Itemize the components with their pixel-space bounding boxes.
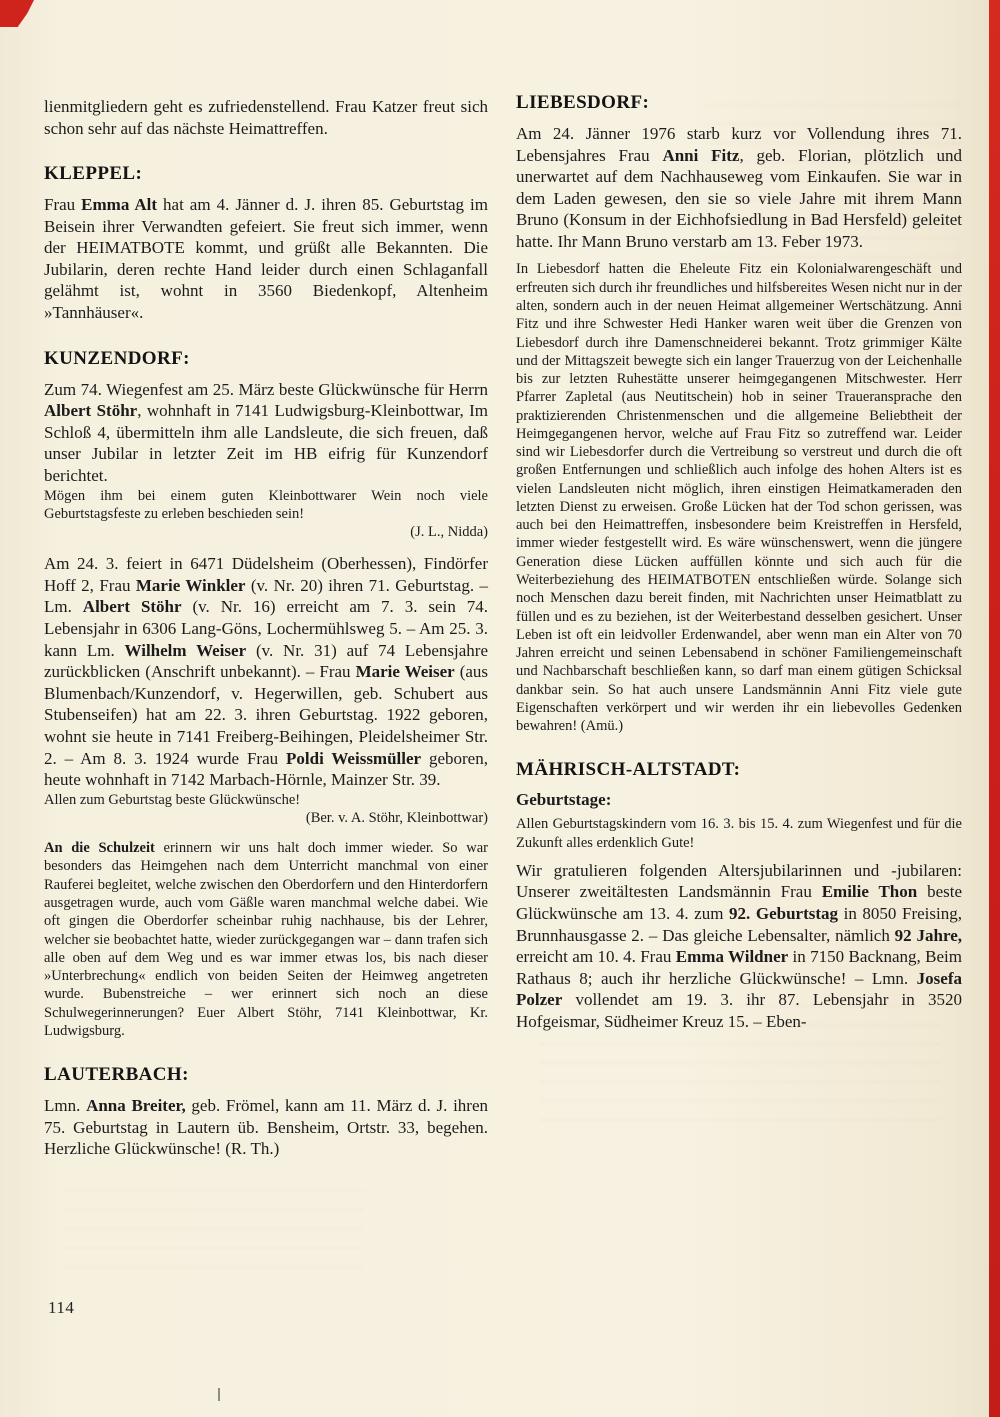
text-run: Am 24. 3. feiert in 6471 Düdelsheim (Oberhessen), Findörfer Hoff 2, Frau (44, 554, 488, 595)
liebesdorf-paragraph-1 (516, 123, 962, 252)
section-heading-liebesdorf: LIEBESDORF: (516, 92, 650, 113)
text-run: geboren, heute wohnhaft in 7142 Marbach-Hörnle, Mainzer Str. 39. (44, 748, 488, 790)
section-heading-lauterbach: LAUTERBACH: (44, 1064, 189, 1086)
emphasized-text: Poldi Weissmüller (286, 748, 422, 768)
kleppel-paragraph (44, 194, 488, 323)
text-run: erreicht am 10. 4. Frau (516, 947, 676, 967)
text-run: Frau (44, 195, 82, 215)
emphasized-text: Wilhelm Weiser (124, 640, 247, 660)
scan-edge-artifact-top-left (0, 0, 34, 27)
text-run: in 7150 Backnang, Beim Rathaus 8; auch ihr herzliche Glückwünsche! – Lmn. (516, 947, 963, 988)
emphasized-text: Anni Fitz (662, 145, 740, 165)
emphasized-text: Marie Weiser (355, 662, 455, 682)
emphasized-text: Emma Alt (81, 195, 158, 215)
emphasized-text: Josefa Polzer (516, 968, 962, 1010)
scan-edge-artifact-right (989, 0, 1000, 1417)
text-run: (aus Blumenbach/Kunzendorf, v. Hegerwillen, geb. Schubert aus Stubenseifen) hat am 22. 3. ihren Geburtstag. 1922 geboren, wohnt sie heute in 7141 Freiberg-Beihingen, Pleidelsheimer Str. 2. – Am 8. 3. 1924 wurde Frau (44, 662, 489, 768)
text-run: Lmn. (44, 1096, 87, 1116)
emphasized-text: 92 Jahre, (894, 925, 962, 945)
text-run: (v. Nr. 16) erreicht am 7. 3. sein 74. Lebensjahr in 6306 Lang-Göns, Lochermühlsweg 5. – Am 25. 3. kann Lm. (44, 597, 489, 660)
emphasized-text: Emma Wildner (675, 947, 789, 967)
liebesdorf-paragraph-2: In Liebesdorf hatten die Eheleute Fitz ein Kolonialwarengeschäft und erfreuten sich durch ihr freundliches und hilfsbereites Wesen nicht nur in der alten, sondern auch in der neuen Heimat allgemeiner Wertschätzung. Anni Fitz und ihre Schwester Hedi Hanker waren weit über die Grenzen von Liebesdorf durch ihre Damenschneiderei bekannt. Trotz grimmiger Kälte und der Mittagszeit bewegte sich ein langer Trauerzug von der Leichenhalle bis zur letzten Ruhestätte unserer heimgegangenen Mitschwester. Herr Pfarrer Zapletal (aus Neutitschein) hob in seiner Traueransprache den praktizierenden Christenmenschen und die allgemeine Beliebtheit der Heimgegangenen hervor, welche auf Frau Fitz so zutreffend war. Leider sind wir Liebesdorfer durch die Vertreibung so verstreut und durch die oft großen Entfernungen und schließlich auch infolge des hohen Alters ist es vielen Landsleuten nicht möglich, ihren einstigen Heimatkameraden den letzten Dienst zu erweisen. Große Lücken hat der Tod schon gerissen, was auch bei den Heimattreffen, insbesondere beim Kreistreffen in Hersfeld, immer wieder festgestellt wird. Es wäre wünschenswert, wenn die jüngere Generation diese Lücken auffüllen könnte und sich auch für die Weiterbeziehung des HEIMATBOTEN entschließen würde. Solange sich noch Menschen dazu bereit finden, mit Nachrichten unser Heimatblatt zu füllen und es zu beziehen, ist der Weiterbestand desselben gesichert. Unser Leben ist oft ein leidvoller Erdenwandel, aber wenn man ein Alter von 70 Jahren erreicht und seinen Lebensabend in schöner Familiengemeinschaft und Nachbarschaft beschließen kann, so darf man einem gütigen Schicksal dankbar sein. So hat auch unsere Landsmännin Anni Fitz viele gute Eigenschaften verkörpert und wir werden ihr ein liebevolles Gedenken bewahren! (Amü.) (516, 261, 962, 735)
text-run: Zum 74. Wiegenfest am 25. März beste Glückwünsche für Herrn (44, 379, 488, 399)
emphasized-text: Emilie Thon (821, 882, 918, 902)
page-number: 114 (48, 1298, 75, 1317)
text-run: , geb. Florian, plötzlich und unerwartet auf dem Nachhauseweg vom Einkaufen. Sie war in dem Laden gewesen, den sie so viele Jahre mit ihrem Mann Bruno (Konsum in der Eichhofsiedlung in Bad Hersfeld) geleitet hatte. Ihr Mann Bruno verstarb am 13. Feber 1973. (516, 145, 963, 251)
text-run: in 8050 Freising, Brunnhausgasse 2. – Das gleiche Lebensalter, nämlich (516, 904, 962, 945)
kunzendorf-note: Mögen ihm bei einem guten Kleinbottwarer Wein noch viele Geburtstagsfeste zu erleben beschieden sein! (44, 487, 488, 522)
emphasized-text: An die Schulzeit (44, 840, 155, 857)
emphasized-text: Anna Breiter, (86, 1096, 186, 1116)
section-heading-maehrisch-altstadt: MÄHRISCH-ALTSTADT: (516, 759, 741, 781)
kunzendorf-paragraph-1 (44, 379, 488, 487)
left-column (44, 96, 488, 1160)
section-heading-kleppel: KLEPPEL: (44, 163, 143, 185)
emphasized-text: Albert Stöhr (82, 597, 182, 617)
emphasized-text: 92. Geburtstag (729, 904, 839, 924)
kunzendorf-paragraph-2 (44, 553, 488, 790)
lauterbach-paragraph (44, 1095, 488, 1160)
section-heading-kunzendorf: KUNZENDORF: (44, 347, 190, 369)
text-run: Wir gratulieren folgenden Altersjubilarinnen und -jubilaren: Unserer zweitältesten Landsmännin Frau (516, 860, 962, 902)
showthrough-artifact (64, 1190, 364, 1270)
text-run: vollendet am 19. 3. ihr 87. Lebensjahr in 3520 Hofgeismar, Südheimer Kreuz 15. – Eben- (516, 990, 962, 1031)
right-column (516, 92, 962, 1033)
text-run: (v. Nr. 20) ihren 71. Geburtstag. – Lm. (44, 575, 488, 617)
kunzendorf-wish: Allen zum Geburtstag beste Glückwünsche! (44, 791, 301, 808)
subheading-geburtstage: Geburtstage: (516, 790, 612, 810)
continuation-paragraph: lienmitgliedern geht es zufriedenstellend. Frau Katzer freut sich schon sehr auf das nächste Heimattreffen. (44, 97, 488, 138)
emphasized-text: Marie Winkler (135, 575, 246, 595)
scan-mark-artifact (218, 1388, 220, 1401)
text-run: , wohnhaft in 7141 Ludwigsburg-Kleinbottwar, Im Schloß 4, übermitteln ihm alle Landsleute, die sich freuen, daß unser Jubilar in letzter Zeit im HB eifrig für Kunzendorf berichtet. (44, 401, 488, 485)
kunzendorf-signature-2: (Ber. v. A. Stöhr, Kleinbottwar) (305, 809, 488, 826)
text-run: hat am 4. Jänner d. J. ihren 85. Geburtstag im Beisein ihrer Verwandten gefeiert. Sie freut sich immer, wenn der HEIMATBOTE kommt, und grüßt alle Bekannten. Die Jubilarin, deren rechte Hand leider durch einen Schlaganfall gelähmt ist, wohnt in 3560 Biedenkopf, Altenheim »Tannhäuser«. (44, 195, 488, 323)
emphasized-text: Albert Stöhr (44, 401, 138, 421)
text-run: erinnern wir uns halt doch immer wieder. So war besonders das Heimgehen nach dem Unterricht manchmal von einer Rauferei begleitet, welche zwischen den Oberdorfern und den Hinterdorfern ausgetragen wurde, auch vom Gäßle waren manchmal welche dabei. Wie oft gingen die Oberdorfer scheinbar ruhig nachhause, bis der Lehrer, welcher sie beobachtet hatte, wieder zurückgegangen war – dann trafen sich alle oben auf dem Weg und es war immer etwas los, bis nach dieser »Unterbrechung« endlich von beiden Seiten der Heimweg angetreten wurde. Bubenstreiche – wer erinnert sich noch an diese Schulwegerinnerungen? Euer Albert Stöhr, 7141 Kleinbottwar, Kr. Ludwigsburg. (44, 840, 488, 1039)
maehrisch-paragraph-1: Allen Geburtstagskindern vom 16. 3. bis 15. 4. zum Wiegenfest und für die Zukunft alles erdenklich Gute! (516, 816, 962, 851)
text-run: Am 24. Jänner 1976 starb kurz vor Vollendung ihres 71. Lebensjahres Frau (516, 124, 962, 165)
maehrisch-paragraph-2 (516, 860, 962, 1033)
kunzendorf-schulzeit-paragraph (44, 839, 488, 1040)
kunzendorf-signature-1: (J. L., Nidda) (410, 524, 488, 541)
text-run: geb. Frömel, kann am 11. März d. J. ihren 75. Geburtstag in Lautern üb. Bensheim, Ortstr. 33, begehen. Herzliche Glückwünsche! (R. Th.) (44, 1096, 488, 1159)
text-run: (v. Nr. 31) auf 74 Lebensjahre zurückblicken (Anschrift unbekannt). – Frau (44, 640, 489, 682)
text-run: beste Glückwünsche am 13. 4. zum (516, 882, 962, 924)
